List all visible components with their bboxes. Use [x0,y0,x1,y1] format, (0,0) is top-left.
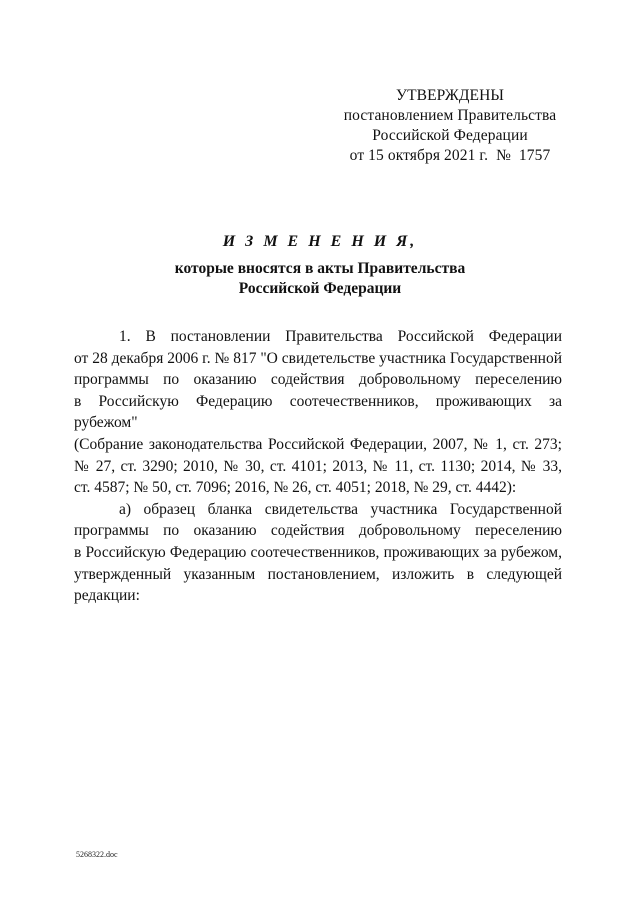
paragraph-line: а) образец бланка свидетельства участника Государственной [119,500,562,518]
paragraph-line: редакции: [74,587,140,605]
document-body [74,326,562,607]
paragraph-line: в Российскую Федерацию соотечественников, проживающих за рубежом, [74,543,562,561]
approval-title: УТВЕРЖДЕНЫ [396,87,504,104]
paragraph-2 [74,499,562,607]
document-heading [0,233,640,299]
document-subtitle-line-2: Российской Федерации [238,280,402,297]
file-name-footer: 5268322.doc [76,850,118,859]
paragraph-line: утвержденный указанным постановлением, изложить в следующей [74,565,562,583]
paragraph-line: от 28 декабря 2006 г. № 817 "О свидетельстве участника Государственной [74,349,562,367]
paragraph-line: 1. В постановлении Правительства Российской Федерации [119,328,562,345]
document-title: И З М Е Н Е Н И Я, [222,233,418,250]
paragraph-1 [74,326,562,499]
approval-country-line: Российской Федерации [372,127,528,144]
paragraph-line: № 27, ст. 3290; 2010, № 30, ст. 4101; 2013, № 11, ст. 1130; 2014, № 33, [74,457,562,475]
approval-date-number: от 15 октября 2021 г. № 1757 [349,147,551,164]
paragraph-line: программы по оказанию содействия добровольному переселению [74,371,562,389]
paragraph-line: программы по оказанию содействия добровольному переселению [74,522,562,540]
paragraph-line: (Собрание законодательства Российской Федерации, 2007, № 1, ст. 273; [74,435,562,453]
approval-issuer-line: постановлением Правительства [343,107,557,124]
paragraph-line: в Российскую Федерацию соотечественников, проживающих за рубежом" [74,392,562,432]
document-subtitle-line-1: которые вносятся в акты Правительства [174,260,466,277]
approval-stamp-block [330,86,570,166]
paragraph-line: ст. 4587; № 50, ст. 7096; 2016, № 26, ст. 4051; 2018, № 29, ст. 4442): [74,479,517,497]
